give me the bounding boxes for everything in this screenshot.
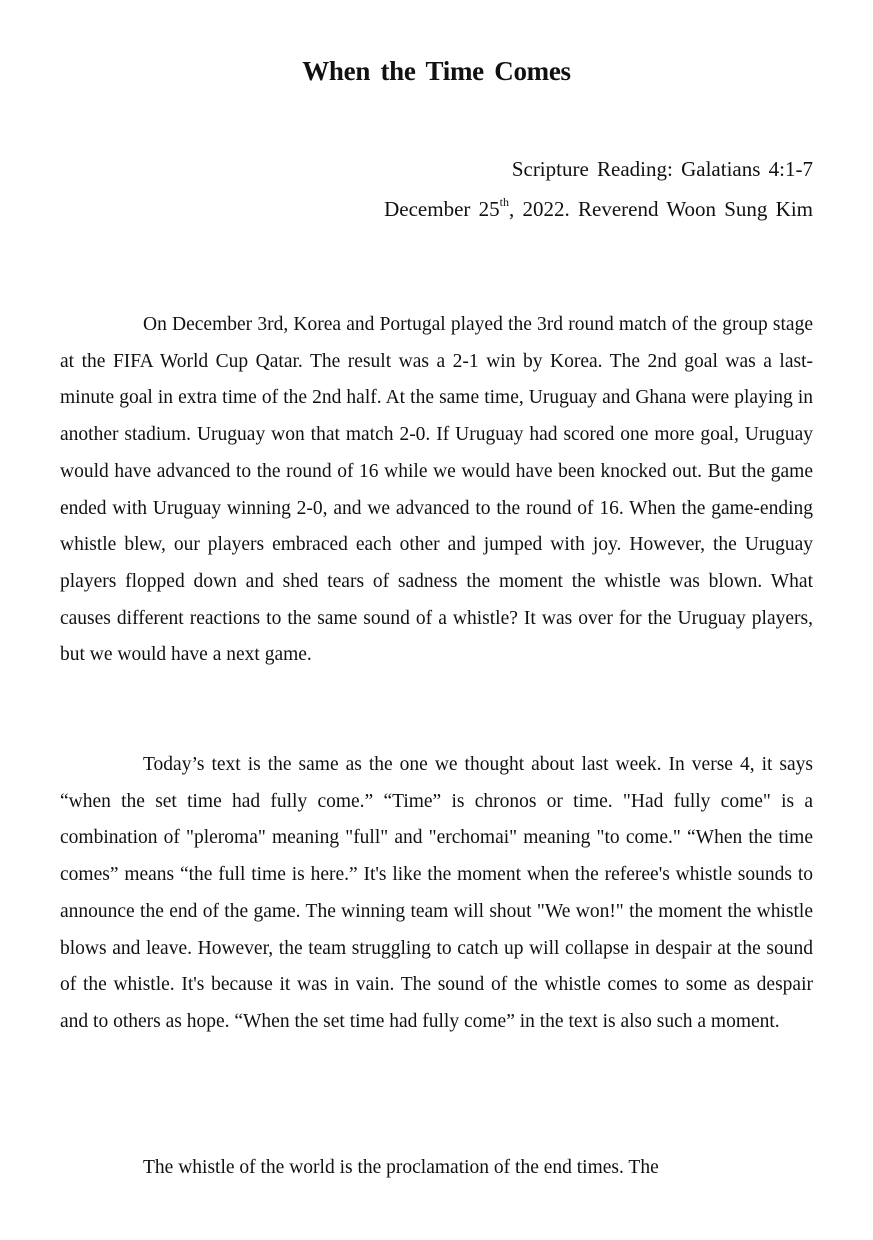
paragraph-3: The whistle of the world is the proclamation of the end times. The	[143, 1157, 659, 1178]
paragraph-1: On December 3rd, Korea and Portugal played the 3rd round match of the group stage at the FIFA World Cup Qatar. The result was a 2-1 win by Korea. The 2nd goal was a last-minute goal in extra time of the 2nd half. At the same time, Uruguay and Ghana were playing in another stadium. Uruguay won that match 2-0. If Uruguay had scored one more goal, Uruguay would have advanced to the round of 16 while we would have been knocked out. But the game ended with Uruguay winning 2-0, and we advanced to the round of 16. When the game-ending whistle blew, our players embraced each other and jumped with joy. However, the Uruguay players flopped down and shed tears of sadness the moment the whistle was blown. What causes different reactions to the same sound of a whistle? It was over for the Uruguay players, but we would have a next game.	[60, 314, 813, 666]
date-rest: , 2022. Reverend Woon Sung Kim	[509, 197, 813, 221]
sermon-date-author	[384, 197, 813, 222]
scripture-reading: Scripture Reading: Galatians 4:1-7	[511, 157, 813, 181]
date-ordinal-suffix: th	[499, 195, 509, 209]
paragraph-2: Today’s text is the same as the one we thought about last week. In verse 4, it says “when the set time had fully come.” “Time” is chronos or time. "Had fully come" is a combination of "pleroma" meaning "full" and "erchomai" meaning "to come." “When the time comes” means “the full time is here.” It's like the moment when the referee's whistle sounds to announce the end of the game. The winning team will shout "We won!" the moment the whistle blows and leave. However, the team struggling to catch up will collapse in despair at the sound of the whistle. It's because it was in vain. The sound of the whistle comes to some as despair and to others as hope. “When the set time had fully come” in the text is also such a moment.	[60, 754, 813, 1032]
date-prefix: December 25	[384, 197, 500, 221]
sermon-title: When the Time Comes	[302, 56, 571, 86]
